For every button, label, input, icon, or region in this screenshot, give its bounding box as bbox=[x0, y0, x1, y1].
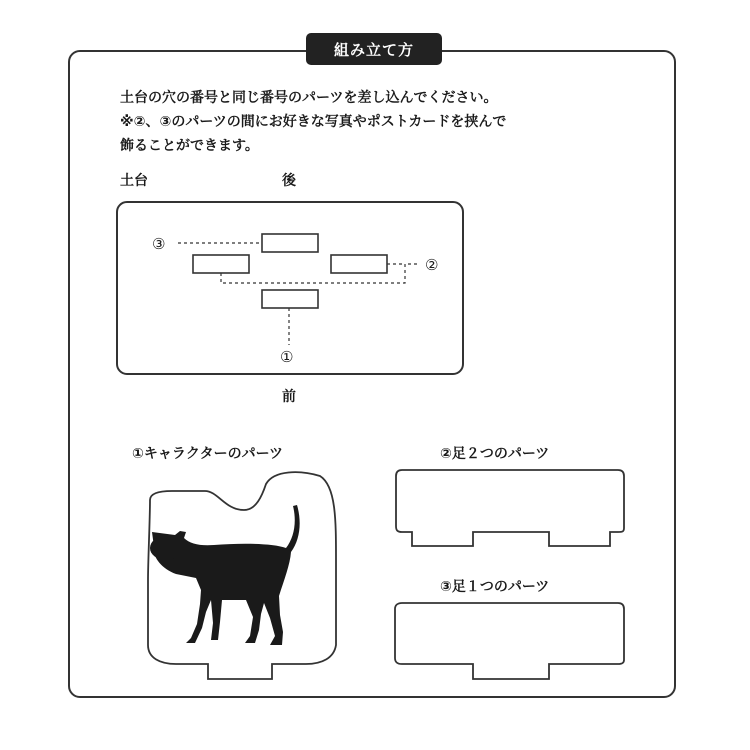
slot-1 bbox=[262, 290, 318, 308]
slot-2-right bbox=[331, 255, 387, 273]
title-text: 組み立て方 bbox=[333, 40, 414, 59]
part-2-label: ②足２つのパーツ bbox=[440, 446, 550, 462]
instruction-line-3: 飾ることができます。 bbox=[120, 138, 259, 154]
base-label: 土台 bbox=[120, 173, 148, 189]
back-label: 後 bbox=[282, 173, 296, 189]
part-3-label: ③足１つのパーツ bbox=[440, 579, 550, 595]
part-1-label: ①キャラクターのパーツ bbox=[132, 446, 284, 462]
marker-1: ① bbox=[280, 348, 294, 366]
marker-2: ② bbox=[425, 256, 439, 274]
instruction-line-1: 土台の穴の番号と同じ番号のパーツを差し込んでください。 bbox=[120, 90, 498, 106]
slot-3 bbox=[262, 234, 318, 252]
front-label: 前 bbox=[282, 389, 296, 405]
part-3-outline bbox=[395, 603, 624, 679]
instruction-line-2: ※②、③のパーツの間にお好きな写真やポストカードを挟んで bbox=[120, 114, 507, 130]
slot-2-left bbox=[193, 255, 249, 273]
part-2-outline bbox=[396, 470, 624, 546]
marker-3: ③ bbox=[152, 235, 166, 253]
